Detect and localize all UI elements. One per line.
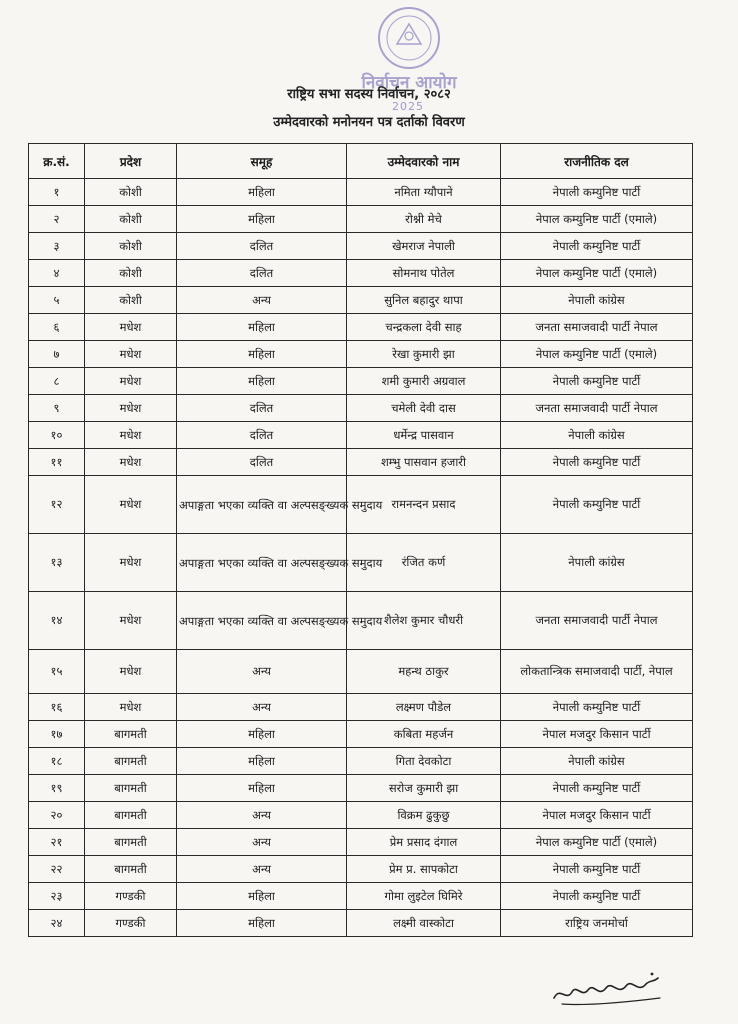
cell-group: महिला (177, 910, 347, 937)
cell-party: नेपाली कांग्रेस (501, 287, 693, 314)
cell-group: अपाङ्गता भएका व्यक्ति वा अल्पसङ्ख्यक समुदाय (177, 592, 347, 650)
cell-serial: १ (29, 179, 85, 206)
cell-province: बागमती (85, 721, 177, 748)
table-row (29, 395, 693, 422)
cell-candidate-name: प्रेम प्रसाद दंगाल (347, 829, 501, 856)
table-row (29, 883, 693, 910)
cell-serial: ९ (29, 395, 85, 422)
cell-province: बागमती (85, 802, 177, 829)
cell-province: गण्डकी (85, 910, 177, 937)
cell-party: नेपाली कांग्रेस (501, 422, 693, 449)
table-row (29, 721, 693, 748)
col-candidate-name: उम्मेदवारको नाम (347, 144, 501, 179)
cell-candidate-name: महन्थ ठाकुर (347, 650, 501, 694)
cell-party: नेपाल मजदुर किसान पार्टी (501, 802, 693, 829)
cell-serial: ३ (29, 233, 85, 260)
cell-party: नेपाली कम्युनिष्ट पार्टी (501, 179, 693, 206)
cell-serial: १३ (29, 534, 85, 592)
cell-serial: ८ (29, 368, 85, 395)
cell-party: जनता समाजवादी पार्टी नेपाल (501, 395, 693, 422)
cell-serial: १८ (29, 748, 85, 775)
cell-party: नेपाली कांग्रेस (501, 748, 693, 775)
cell-province: कोशी (85, 179, 177, 206)
cell-province: मधेश (85, 395, 177, 422)
cell-province: मधेश (85, 534, 177, 592)
cell-group: महिला (177, 179, 347, 206)
cell-party: नेपाल कम्युनिष्ट पार्टी (एमाले) (501, 260, 693, 287)
cell-group: दलित (177, 260, 347, 287)
nomination-table (28, 143, 693, 937)
table-row (29, 748, 693, 775)
cell-party: नेपाली कम्युनिष्ट पार्टी (501, 856, 693, 883)
cell-group: महिला (177, 206, 347, 233)
cell-group: अन्य (177, 650, 347, 694)
cell-serial: २३ (29, 883, 85, 910)
table-row (29, 314, 693, 341)
cell-party: नेपाल मजदुर किसान पार्टी (501, 721, 693, 748)
cell-candidate-name: रंजित कर्ण (347, 534, 501, 592)
cell-candidate-name: शैलेश कुमार चौधरी (347, 592, 501, 650)
cell-party: जनता समाजवादी पार्टी नेपाल (501, 314, 693, 341)
table-row (29, 260, 693, 287)
cell-group: महिला (177, 775, 347, 802)
cell-candidate-name: सुनिल बहादुर थापा (347, 287, 501, 314)
cell-candidate-name: सरोज कुमारी झा (347, 775, 501, 802)
table-body (29, 179, 693, 937)
document-subtitle: उम्मेदवारको मनोनयन पत्र दर्ताको विवरण (273, 115, 465, 130)
cell-province: बागमती (85, 856, 177, 883)
cell-group: महिला (177, 883, 347, 910)
cell-candidate-name: विक्रम ढुकुछु (347, 802, 501, 829)
stamp-text: निर्वाचन आयोग (361, 73, 457, 93)
cell-group: महिला (177, 341, 347, 368)
cell-serial: १० (29, 422, 85, 449)
cell-group: अन्य (177, 829, 347, 856)
cell-group: अन्य (177, 287, 347, 314)
cell-party: नेपाली कम्युनिष्ट पार्टी (501, 368, 693, 395)
table-row (29, 206, 693, 233)
cell-province: मधेश (85, 694, 177, 721)
cell-party: नेपाली कांग्रेस (501, 534, 693, 592)
cell-candidate-name: रोश्नी मेचे (347, 206, 501, 233)
cell-serial: २१ (29, 829, 85, 856)
cell-province: मधेश (85, 476, 177, 534)
cell-province: कोशी (85, 233, 177, 260)
cell-serial: १२ (29, 476, 85, 534)
cell-candidate-name: रेखा कुमारी झा (347, 341, 501, 368)
col-province: प्रदेश (85, 144, 177, 179)
cell-province: बागमती (85, 748, 177, 775)
cell-group: महिला (177, 721, 347, 748)
table-row (29, 802, 693, 829)
cell-province: मधेश (85, 592, 177, 650)
cell-candidate-name: कबिता महर्जन (347, 721, 501, 748)
cell-candidate-name: चन्द्रकला देवी साह (347, 314, 501, 341)
cell-province: मधेश (85, 341, 177, 368)
cell-candidate-name: शमी कुमारी अग्रवाल (347, 368, 501, 395)
table-row (29, 910, 693, 937)
cell-candidate-name: चमेली देवी दास (347, 395, 501, 422)
cell-province: बागमती (85, 775, 177, 802)
cell-serial: ११ (29, 449, 85, 476)
cell-serial: २ (29, 206, 85, 233)
table-header-row (29, 144, 693, 179)
cell-group: अन्य (177, 694, 347, 721)
cell-province: मधेश (85, 368, 177, 395)
col-serial: क्र.सं. (29, 144, 85, 179)
cell-party: नेपाल कम्युनिष्ट पार्टी (एमाले) (501, 829, 693, 856)
col-party: राजनीतिक दल (501, 144, 693, 179)
cell-province: मधेश (85, 314, 177, 341)
cell-group: अन्य (177, 856, 347, 883)
table-row (29, 856, 693, 883)
table-row (29, 534, 693, 592)
cell-group: अपाङ्गता भएका व्यक्ति वा अल्पसङ्ख्यक समुदाय (177, 476, 347, 534)
cell-candidate-name: लक्ष्मी वास्कोटा (347, 910, 501, 937)
cell-province: गण्डकी (85, 883, 177, 910)
table-row (29, 179, 693, 206)
cell-serial: १९ (29, 775, 85, 802)
cell-province: बागमती (85, 829, 177, 856)
cell-serial: १६ (29, 694, 85, 721)
table-row (29, 694, 693, 721)
cell-candidate-name: गोमा लुइटेल घिमिरे (347, 883, 501, 910)
cell-group: महिला (177, 368, 347, 395)
cell-candidate-name: सोमनाथ पोतेल (347, 260, 501, 287)
table-row (29, 422, 693, 449)
cell-party: नेपाली कम्युनिष्ट पार्टी (501, 694, 693, 721)
cell-party: नेपाली कम्युनिष्ट पार्टी (501, 476, 693, 534)
cell-candidate-name: शम्भु पासवान हजारी (347, 449, 501, 476)
cell-province: कोशी (85, 287, 177, 314)
table-row (29, 287, 693, 314)
cell-serial: १४ (29, 592, 85, 650)
cell-serial: ५ (29, 287, 85, 314)
table-row (29, 341, 693, 368)
col-group: समूह (177, 144, 347, 179)
table-row (29, 775, 693, 802)
cell-serial: ४ (29, 260, 85, 287)
cell-serial: २० (29, 802, 85, 829)
cell-serial: १७ (29, 721, 85, 748)
cell-party: जनता समाजवादी पार्टी नेपाल (501, 592, 693, 650)
cell-province: मधेश (85, 422, 177, 449)
cell-party: नेपाली कम्युनिष्ट पार्टी (501, 775, 693, 802)
cell-candidate-name: रामनन्दन प्रसाद (347, 476, 501, 534)
cell-group: दलित (177, 233, 347, 260)
table-row (29, 233, 693, 260)
cell-party: नेपाल कम्युनिष्ट पार्टी (एमाले) (501, 206, 693, 233)
cell-group: दलित (177, 395, 347, 422)
cell-serial: २२ (29, 856, 85, 883)
document-title: राष्ट्रिय सभा सदस्य निर्वाचन, २०८२ (287, 87, 451, 102)
cell-party: नेपाली कम्युनिष्ट पार्टी (501, 449, 693, 476)
cell-province: मधेश (85, 650, 177, 694)
cell-candidate-name: धर्मेन्द्र पासवान (347, 422, 501, 449)
cell-province: कोशी (85, 260, 177, 287)
table-row (29, 592, 693, 650)
handwritten-signature-icon (548, 968, 668, 1012)
cell-group: दलित (177, 422, 347, 449)
table-row (29, 449, 693, 476)
cell-group: अपाङ्गता भएका व्यक्ति वा अल्पसङ्ख्यक समुदाय (177, 534, 347, 592)
cell-serial: १५ (29, 650, 85, 694)
cell-candidate-name: नमिता ग्यौपाने (347, 179, 501, 206)
cell-candidate-name: लक्ष्मण पौडेल (347, 694, 501, 721)
cell-party: नेपाल कम्युनिष्ट पार्टी (एमाले) (501, 341, 693, 368)
cell-party: राष्ट्रिय जनमोर्चा (501, 910, 693, 937)
cell-province: कोशी (85, 206, 177, 233)
cell-party: नेपाली कम्युनिष्ट पार्टी (501, 883, 693, 910)
cell-serial: ७ (29, 341, 85, 368)
cell-serial: ६ (29, 314, 85, 341)
cell-candidate-name: खेमराज नेपाली (347, 233, 501, 260)
table-row (29, 368, 693, 395)
table-row (29, 650, 693, 694)
cell-party: लोकतान्त्रिक समाजवादी पार्टी, नेपाल (501, 650, 693, 694)
table-row (29, 829, 693, 856)
cell-candidate-name: प्रेम प्र. सापकोटा (347, 856, 501, 883)
cell-group: महिला (177, 314, 347, 341)
cell-serial: २४ (29, 910, 85, 937)
cell-group: अन्य (177, 802, 347, 829)
stamp-year: 2025 (392, 100, 424, 113)
cell-group: महिला (177, 748, 347, 775)
cell-candidate-name: गिता देवकोटा (347, 748, 501, 775)
cell-party: नेपाली कम्युनिष्ट पार्टी (501, 233, 693, 260)
table-row (29, 476, 693, 534)
cell-group: दलित (177, 449, 347, 476)
cell-province: मधेश (85, 449, 177, 476)
